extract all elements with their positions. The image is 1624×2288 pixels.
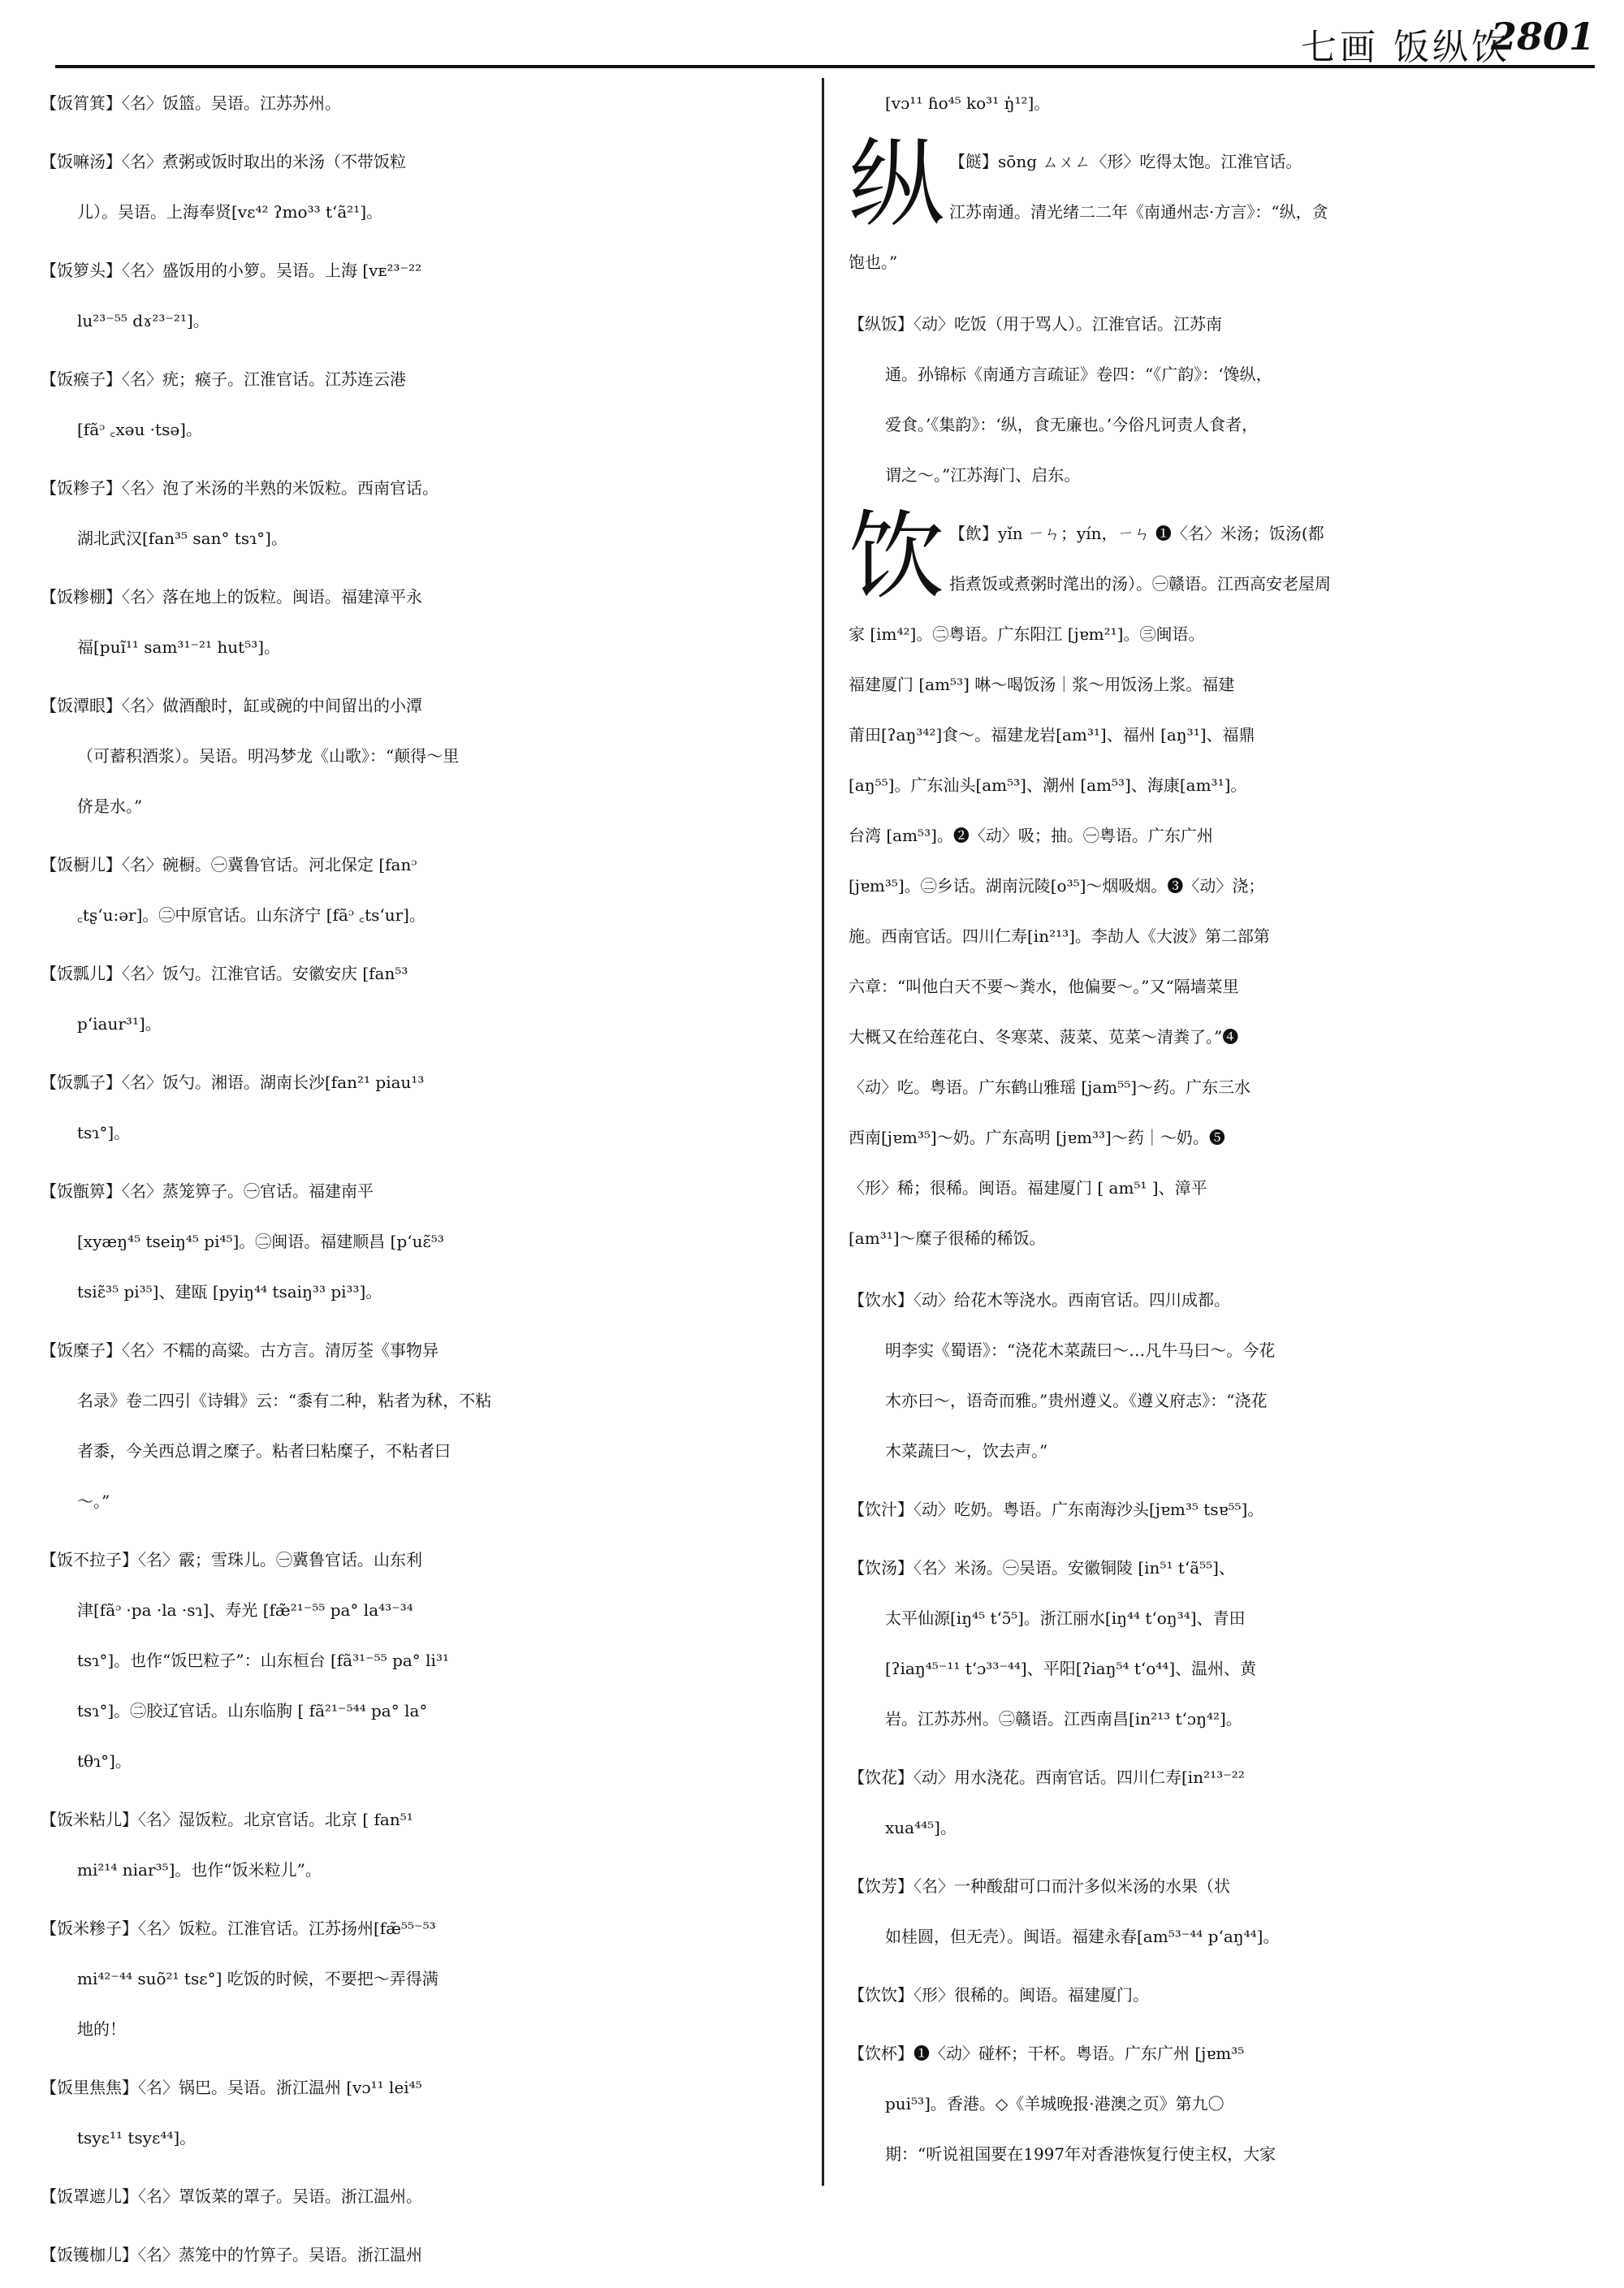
entry-line: tθɿ°]。 [77,1751,132,1771]
dictionary-entry [849,1484,1600,1535]
dictionary-entry [41,680,784,831]
entry-line: 者黍，今关西总谓之糜子。粘者曰粘糜子，不粘者曰 [77,1441,451,1461]
entry-line: 通。孙锦标《南通方言疏证》卷四：“《广韵》：‘馋纵， [885,365,1272,384]
dictionary-entry [41,463,784,563]
entry-line: 侪是水。” [77,796,143,816]
entry-line: 【饭橱儿】〈名〉碗橱。㊀冀鲁官话。河北保定 [fanᵓ [41,855,417,874]
entry-line: tsɿ°]。 [77,1123,131,1142]
head-character-entry-zong [849,128,1600,287]
dictionary-entry [849,1752,1600,1853]
entry-line: 【饭里焦焦】〈名〉锅巴。吴语。浙江温州 [vɔ¹¹ lei⁴⁵ [41,2078,422,2097]
dictionary-entry [849,2028,1600,2179]
entry-line: 如桂圆，但无壳）。闽语。福建永春[am⁵³⁻⁴⁴ pʻaŋ⁴⁴]。 [885,1927,1280,1946]
entry-line: 【饭罩遮儿】〈名〉罩饭菜的罩子。吴语。浙江温州。 [41,2187,422,2206]
entry-line: tsɿ°]。㊁胶辽官话。山东临朐 [ fã²¹⁻⁵⁴⁴ pa° la° [77,1701,428,1720]
entry-line: 【饮花】〈动〉用水浇花。西南官话。四川仁寿[in²¹³⁻²² [849,1768,1245,1787]
entry-line: 津[fãᵓ ·pa ·la ·sɿ]、寿光 [fæ̃²¹⁻⁵⁵ pa° la⁴³⁻³⁴ [77,1600,413,1620]
left-column [41,78,784,2288]
running-head: 七画 饭纵饮 [1301,27,1510,68]
entry-line: [aŋ⁵⁵]。广东汕头[am⁵³]、潮州 [am⁵³]、海康[am³¹]。 [849,775,1247,795]
entry-line: mi²¹⁴ niar³⁵]。也作“饭米粒儿”。 [77,1860,322,1880]
entry-line: 谓之～。”江苏海门、启东。 [885,465,1081,485]
entry-line: tsyɛ¹¹ tsyɛ⁴⁴]。 [77,2128,197,2148]
entry-line: tsiɛ̃³⁵ pi³⁵]、建瓯 [pyiŋ⁴⁴ tsaiŋ³³ pi³³]。 [77,1282,382,1302]
dictionary-entry [41,2230,784,2280]
entry-line: 【饭米糁子】〈名〉饭粒。江淮官话。江苏扬州[fæ̃⁵⁵⁻⁵³ [41,1919,436,1938]
entry-line: 儿）。吴语。上海奉贤[vɛ⁴² ʔmo³³ tʻã²¹]。 [77,202,383,222]
entry-line: 台湾 [am⁵³]。❷〈动〉吸；抽。㊀粤语。广东广州 [849,826,1213,845]
head-character-definition [849,500,1600,1263]
dictionary-entry [41,1903,784,2054]
entry-line: 福建厦门 [am⁵³] 啉～喝饭汤｜浆～用饭汤上浆。福建 [849,675,1235,694]
entry-line: 家 [im⁴²]。㊁粤语。广东阳江 [jɐm²¹]。㊂闽语。 [849,624,1205,644]
entry-line: ꜀tʂʻu:ər]。㊁中原官话。山东济宁 [fãᵓ ꜀tsʻur]。 [77,905,425,925]
entry-line: 【饮汁】〈动〉吃奶。粤语。广东南海沙头[jɐm³⁵ tsɐ⁵⁵]。 [849,1500,1264,1519]
entry-line: 爱食。’《集韵》：‘纵，食无廉也。’今俗凡诃责人食者， [885,415,1259,434]
right-column [849,78,1600,2187]
entry-line: 名录》卷二四引《诗辑》云：“黍有二种，粘者为秫，不粘 [77,1391,492,1410]
zong-compound-entries [849,299,1600,500]
entry-line: 岩。江苏苏州。㊁赣语。江西南昌[in²¹³ tʻɔŋ⁴²]。 [885,1709,1242,1729]
dictionary-entry [849,1275,1600,1476]
entry-line: 【饭不拉子】〈名〉霰；雪珠儿。㊀冀鲁官话。山东利 [41,1550,422,1569]
entry-line: 六章：“叫他白天不要～粪水，他偏要～。”又“隔墙菜里 [849,977,1239,996]
entry-line: 期：“听说祖国要在1997年对香港恢复行使主权，大家 [885,2144,1276,2164]
head-character: 纵 [849,128,945,240]
entry-line: tsɿ°]。也作“饭巴粒子”：山东桓台 [fã³¹⁻⁵⁵ pa° li³¹ [77,1651,449,1670]
entry-line: 木菜蔬曰～，饮去声。” [885,1441,1048,1461]
head-character: 饮 [849,500,945,612]
entry-line: 地的！ [77,2019,126,2039]
dictionary-entry [849,1861,1600,1962]
entry-line: 【饭箩头】〈名〉盛饭用的小箩。吴语。上海 [vᴇ²³⁻²² [41,261,422,280]
entry-line: [xyæŋ⁴⁵ tseiŋ⁴⁵ pi⁴⁵]。㊁闽语。福建顺昌 [pʻuɛ̃⁵³ [77,1232,444,1251]
entry-line: [fãᵓ ꜀xəu ·tsə]。 [77,420,202,439]
entry-line: 【饭糜子】〈名〉不糯的高粱。古方言。清厉荃《事物异 [41,1340,438,1360]
entry-line: 【饭甑箅】〈名〉蒸笼箅子。㊀官话。福建南平 [41,1181,374,1201]
entry-line: 【饭糁棚】〈名〉落在地上的饭粒。闽语。福建漳平永 [41,587,422,607]
entry-line: 江苏南通。清光绪二二年《南通州志·方言》：“纵，贪 [949,202,1328,222]
entry-line: 【饭瓢子】〈名〉饭勺。湘语。湖南长沙[fan²¹ piau¹³ [41,1073,425,1092]
head-character-entry-yin [849,500,1600,1263]
entry-line: 【饭瓢儿】〈名〉饭勺。江淮官话。安徽安庆 [fan⁵³ [41,964,408,983]
dictionary-entry [41,1057,784,1158]
dictionary-entry [41,1166,784,1317]
entry-line: 【饮杯】❶〈动〉碰杯；干杯。粤语。广东广州 [jɐm³⁵ [849,2044,1245,2063]
entry-line: ～。” [77,1492,110,1511]
dictionary-entry [41,572,784,672]
entry-line: 【饮芳】〈名〉一种酸甜可口而汁多似米汤的水果（状 [849,1876,1230,1896]
entry-line: 施。西南官话。四川仁寿[in²¹³]。李劼人《大波》第二部第 [849,926,1270,946]
entry-line: pui⁵³]。香港。◇《羊城晚报·港澳之页》第九〇 [885,2094,1224,2113]
dictionary-entry [41,1794,784,1895]
entry-line: 【饭瘊子】〈名〉疣；瘊子。江淮官话。江苏连云港 [41,369,406,389]
continuation-line [849,78,1600,128]
column-divider [822,78,824,2186]
entry-line: 饱也。” [849,253,898,272]
entry-line: 木亦曰～，语奇而雅。”贵州遵义。《遵义府志》：“浇花 [885,1391,1268,1410]
entry-line: [jɐm³⁵]。㊁乡话。湖南沅陵[o³⁵]～烟吸烟。❸〈动〉浇； [849,876,1265,896]
dictionary-entry [41,354,784,455]
entry-line: 大概又在给莲花白、冬寒菜、菠菜、苋菜～清粪了。”❹ [849,1027,1239,1047]
entry-line: 【饮水】〈动〉给花木等浇水。西南官话。四川成都。 [849,1290,1230,1310]
entry-line: 【饮饮】〈形〉很稀的。闽语。福建厦门。 [849,1985,1149,2005]
dictionary-entry [41,948,784,1049]
entry-line: 【饭米粘儿】〈名〉湿饭粒。北京官话。北京 [ fan⁵¹ [41,1810,413,1829]
entry-line: 【飲】yǐn ㄧㄣ；yín，ㄧㄣ ❶〈名〉米汤；饭汤(都 [949,524,1324,543]
entry-line: 【饭潭眼】〈名〉做酒酿时，缸或碗的中间留出的小潭 [41,696,422,715]
dictionary-entry [41,840,784,940]
entry-line: [vɔ¹¹ ɦo⁴⁵ ko³¹ ŋ̍¹²]。 [885,93,1051,113]
entry-line: mi⁴²⁻⁴⁴ suõ²¹ tsɛ°] 吃饭的时候，不要把～弄得满 [77,1969,438,1988]
dictionary-entry [849,299,1600,500]
entry-line: 西南[jɐm³⁵]～奶。广东高明 [jɐm³³]～药｜～奶。❺ [849,1128,1225,1147]
entry-line: lu²³⁻⁵⁵ dɤ²³⁻²¹]。 [77,311,209,330]
entry-line: （可蓄积酒浆）。吴语。明冯梦龙《山歌》：“颠得～里 [77,746,460,766]
entry-line: 〈动〉吃。粤语。广东鹤山雅瑶 [jam⁵⁵]～药。广东三水 [849,1077,1251,1097]
entry-line: xua⁴⁴⁵]。 [885,1818,957,1837]
yin-compound-entries [849,1275,1600,2179]
entry-line: 福[puĩ¹¹ sam³¹⁻²¹ hut⁵³]。 [77,637,281,657]
entry-line: 〈形〉稀；很稀。闽语。福建厦门 [ am⁵¹ ]、漳平 [849,1178,1207,1198]
entry-line: 【饮汤】〈名〉米汤。㊀吴语。安徽铜陵 [in⁵¹ tʻã⁵⁵]、 [849,1558,1235,1578]
page-header [0,0,1624,73]
entry-line: 湖北武汉[fan³⁵ san° tsɿ°]。 [77,529,287,548]
dictionary-entry [41,245,784,346]
entry-line: [ʔiaŋ⁴⁵⁻¹¹ tʻɔ³³⁻⁴⁴]、平阳[ʔiaŋ⁵⁴ tʻo⁴⁴]、温州、黄 [885,1659,1257,1678]
dictionary-entry [849,1543,1600,1744]
entry-line: 【饭糁子】〈名〉泡了米汤的半熟的米饭粒。西南官话。 [41,478,438,498]
dictionary-entry [41,136,784,237]
entry-line: 太平仙源[iŋ⁴⁵ tʻɔ̃⁵]。浙江丽水[iŋ⁴⁴ tʻoŋ³⁴]、青田 [885,1608,1246,1628]
dictionary-entry [41,1535,784,1786]
entry-line: 【饭镬枷儿】〈名〉蒸笼中的竹箅子。吴语。浙江温州 [41,2245,422,2264]
entry-line: 莆田[ʔaŋ³⁴²]食～。福建龙岩[am³¹]、福州 [aŋ³¹]、福鼎 [849,725,1255,745]
entry-line: 【餸】sōng ㄙㄨㄥ〈形〉吃得太饱。江淮官话。 [949,152,1302,171]
page-number: 2801 [1490,15,1595,58]
entry-line: 【纵饭】〈动〉吃饭（用于骂人）。江淮官话。江苏南 [849,314,1222,334]
entry-line: 【饭嘛汤】〈名〉煮粥或饭时取出的米汤（不带饭粒 [41,152,406,171]
head-character-definition [849,128,1600,287]
entry-line: 【饭筲箕】〈名〉饭篮。吴语。江苏苏州。 [41,93,341,113]
entry-line: pʻiaur³¹]。 [77,1014,162,1034]
header-rule [55,65,1595,68]
dictionary-entry [41,1325,784,1526]
entry-line: 明李实《蜀语》：“浇花木菜蔬曰～…凡牛马曰～。今花 [885,1340,1276,1360]
entry-line: [am³¹]～糜子很稀的稀饭。 [849,1228,1046,1248]
dictionary-entry [41,78,784,128]
dictionary-entry [849,1970,1600,2020]
entry-line: 指煮饭或煮粥时滗出的汤）。㊀赣语。江西高安老屋周 [949,574,1332,594]
dictionary-entry [41,2171,784,2221]
dictionary-entry [41,2062,784,2163]
